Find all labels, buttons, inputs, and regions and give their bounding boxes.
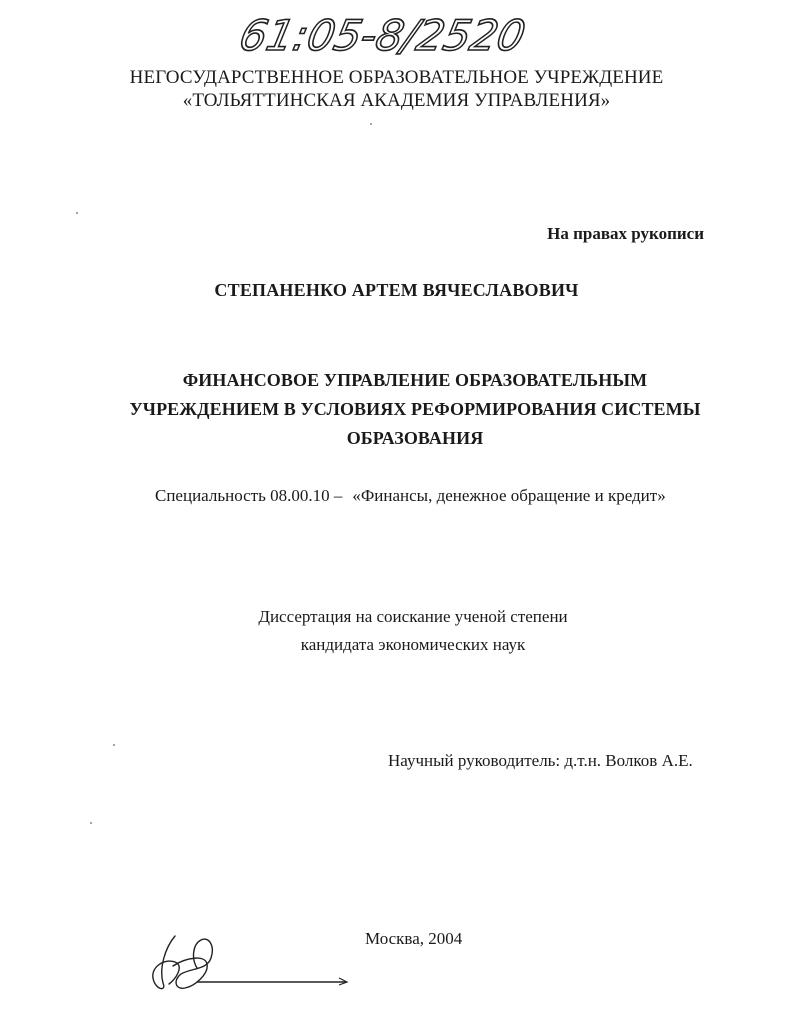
handwritten-signature: [145, 928, 360, 998]
institution-line-2: «ТОЛЬЯТТИНСКАЯ АКАДЕМИЯ УПРАВЛЕНИЯ»: [182, 90, 611, 111]
handwritten-archive-code: [0, 0, 793, 70]
specialty: [155, 486, 666, 506]
archive-code-text: 61:05-8/2520: [235, 12, 530, 61]
scan-speck: [370, 123, 372, 125]
thesis-title-line-2: УЧРЕЖДЕНИЕМ В УСЛОВИЯХ РЕФОРМИРОВАНИЯ СИСТЕМЫ: [129, 399, 701, 419]
specialty-name: «Финансы, денежное обращение и кредит»: [352, 486, 666, 505]
scan-speck: [90, 822, 92, 824]
scan-speck: [76, 212, 78, 214]
scan-speck: [113, 744, 115, 746]
city-and-year: Москва, 2004: [365, 929, 463, 948]
institution-line-1: НЕГОСУДАРСТВЕННОЕ ОБРАЗОВАТЕЛЬНОЕ УЧРЕЖДЕНИЕ: [129, 67, 664, 88]
scientific-supervisor: Научный руководитель: д.т.н. Волков А.Е.: [388, 751, 693, 770]
manuscript-note: На правах рукописи: [547, 224, 704, 243]
specialty-prefix: Специальность 08.00.10 –: [155, 486, 343, 505]
thesis-title-line-3: ОБРАЗОВАНИЯ: [346, 428, 484, 448]
dissertation-line-2: кандидата экономических наук: [300, 635, 526, 654]
dissertation-line-1: Диссертация на соискание ученой степени: [258, 607, 568, 626]
thesis-title-line-1: ФИНАНСОВОЕ УПРАВЛЕНИЕ ОБРАЗОВАТЕЛЬНЫМ: [182, 370, 648, 390]
author-name: СТЕПАНЕНКО АРТЕМ ВЯЧЕСЛАВОВИЧ: [214, 280, 579, 300]
